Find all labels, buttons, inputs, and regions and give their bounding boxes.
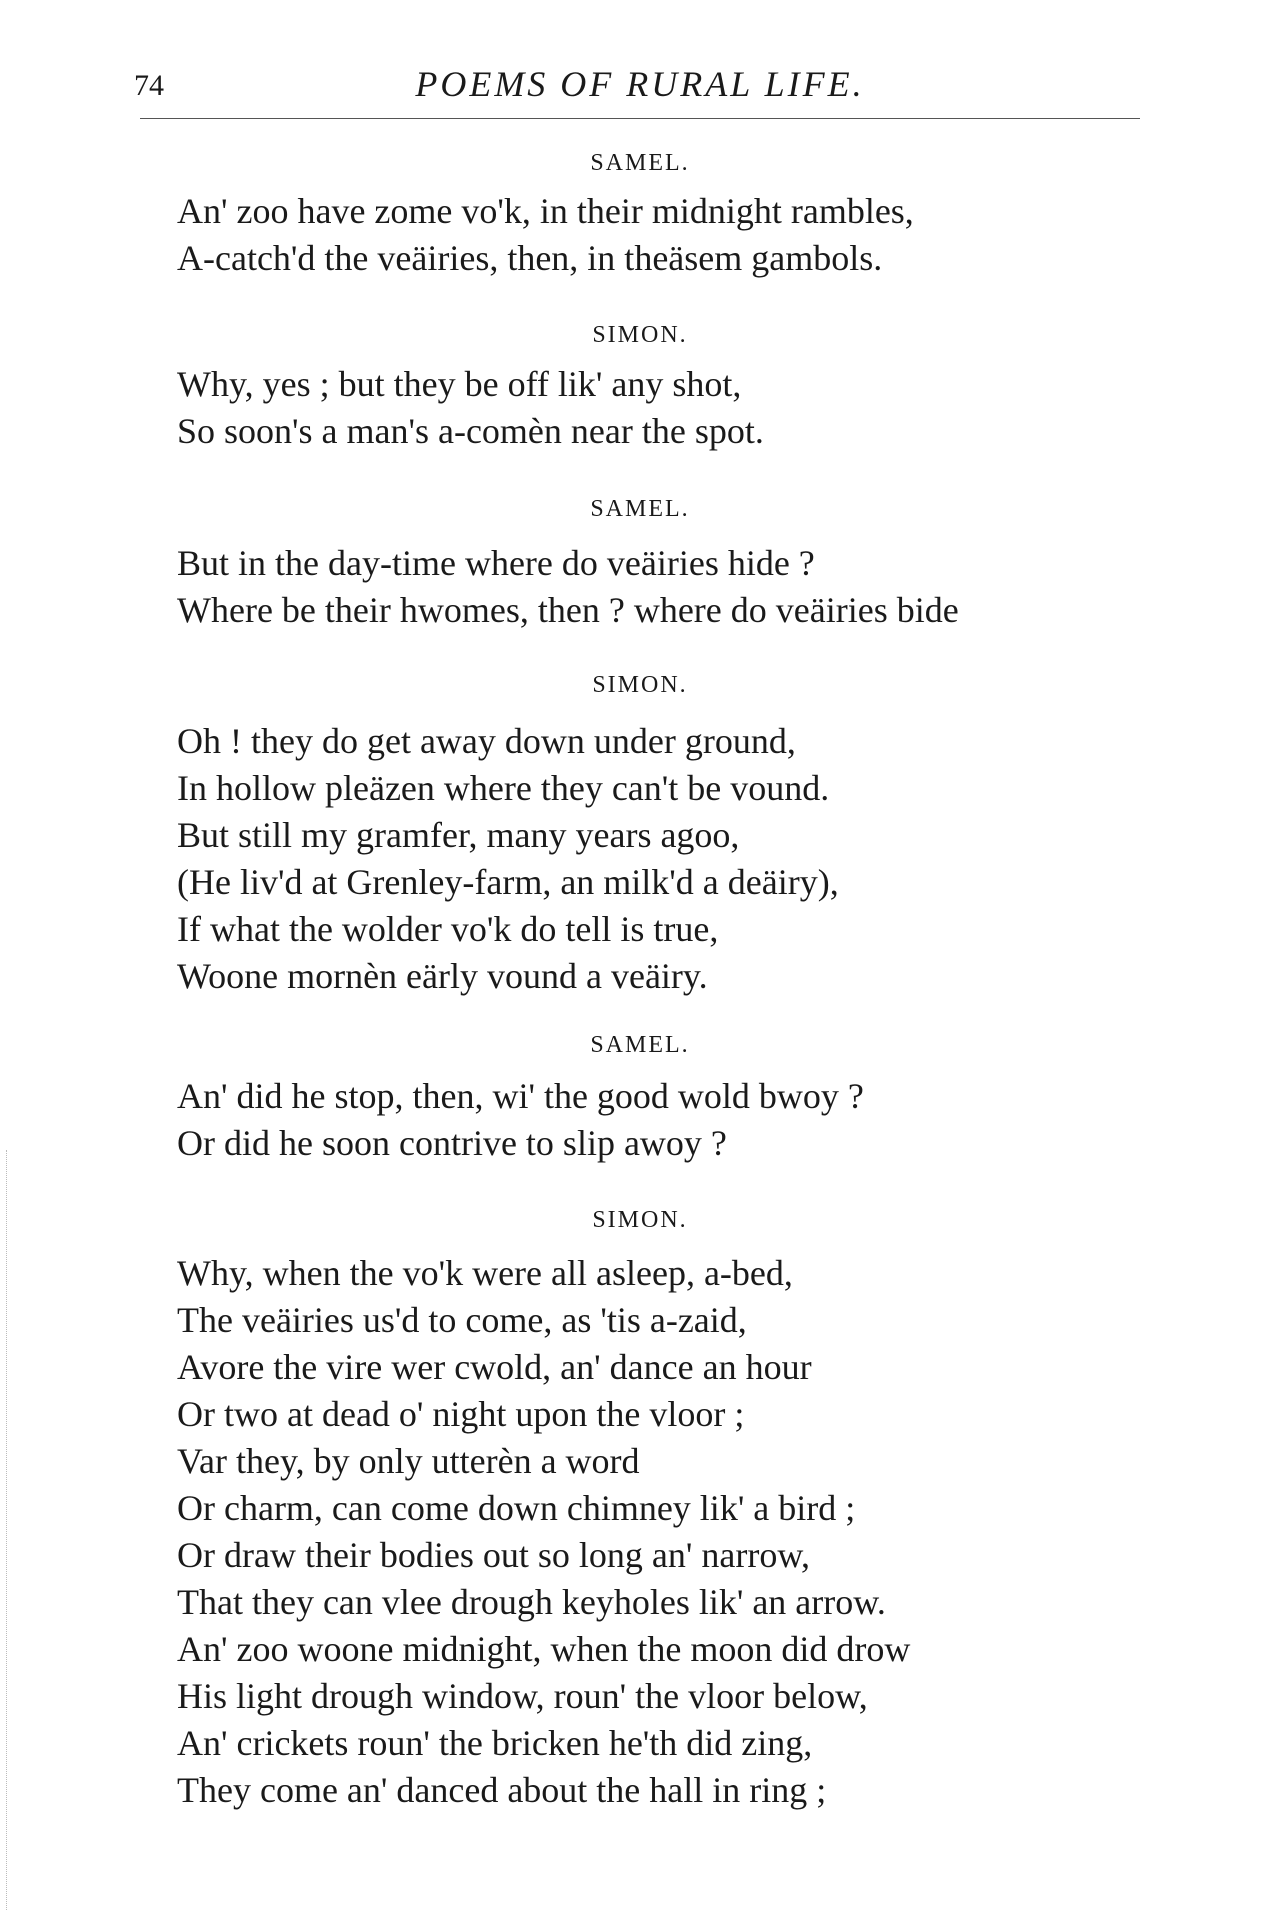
stanza [177,188,1177,282]
verse-line: Or did he soon contrive to slip awoy ? [177,1123,727,1163]
verse-line: Or two at dead o' night upon the vloor ; [177,1394,745,1434]
verse-line: Where be their hwomes, then ? where do veäiries bide [177,590,959,630]
page-header [125,55,1155,105]
stanza [177,1250,1177,1814]
stanza [177,718,1177,1000]
stanza [177,540,1177,634]
stanza [177,1073,1177,1167]
verse-line: An' zoo have zome vo'k, in their midnight rambles, [177,191,914,231]
verse-line: His light drough window, roun' the vloor below, [177,1676,868,1716]
verse-line: A-catch'd the veäiries, then, in theäsem gambols. [177,238,883,278]
verse-line: Var they, by only utterèn a word [177,1441,640,1481]
verse-line: They come an' danced about the hall in ring ; [177,1770,827,1810]
running-title: POEMS OF RURAL LIFE. [415,64,865,104]
verse-line: Avore the vire wer cwold, an' dance an hour [177,1347,812,1387]
page-number: 74 [134,69,164,102]
speaker-name: SAMEL. [590,496,690,522]
verse-line: Oh ! they do get away down under ground, [177,721,796,761]
speaker-name: SAMEL. [590,150,690,176]
verse-line: If what the wolder vo'k do tell is true, [177,909,719,949]
speaker-name: SIMON. [592,672,688,698]
speaker-name: SIMON. [592,322,688,348]
verse-line: An' crickets roun' the bricken he'th did zing, [177,1723,813,1763]
verse-line: In hollow pleäzen where they can't be vound. [177,768,830,808]
verse-line: That they can vlee drough keyholes lik' an arrow. [177,1582,886,1622]
verse-line: Or draw their bodies out so long an' narrow, [177,1535,811,1575]
verse-line: An' did he stop, then, wi' the good wold bwoy ? [177,1076,864,1116]
verse-line: Why, yes ; but they be off lik' any shot, [177,364,742,404]
verse-line: (He liv'd at Grenley-farm, an milk'd a deäiry), [177,862,839,902]
verse-line: The veäiries us'd to come, as 'tis a-zaid, [177,1300,747,1340]
verse-line: Or charm, can come down chimney lik' a bird ; [177,1488,856,1528]
header-rule [140,118,1140,119]
speaker-name: SAMEL. [590,1032,690,1058]
verse-line: So soon's a man's a-comèn near the spot. [177,411,764,451]
stanza [177,361,1177,455]
verse-line: Why, when the vo'k were all asleep, a-bed, [177,1253,793,1293]
verse-line: But in the day-time where do veäiries hide ? [177,543,815,583]
verse-line: An' zoo woone midnight, when the moon did drow [177,1629,911,1669]
verse-line: But still my gramfer, many years agoo, [177,815,740,855]
verse-line: Woone mornèn eärly vound a veäiry. [177,956,708,996]
scan-margin-dots [6,1150,7,1910]
speaker-name: SIMON. [592,1207,688,1233]
